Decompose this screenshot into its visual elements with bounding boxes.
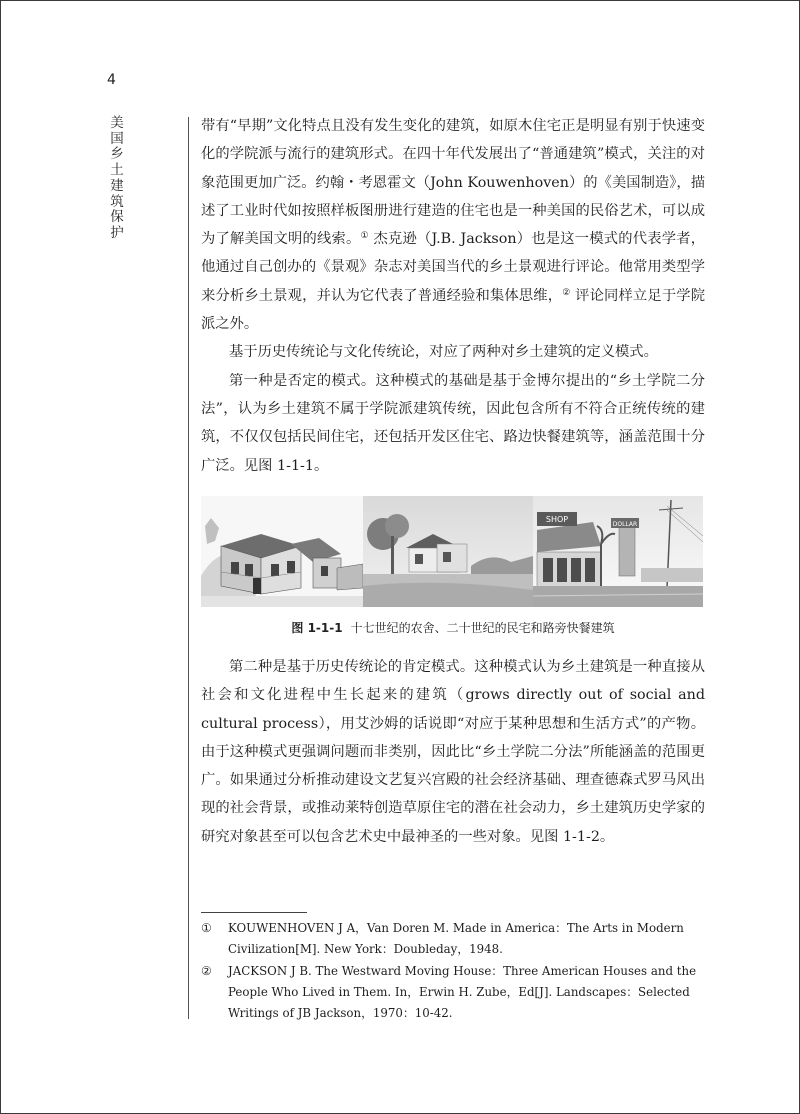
footnote-rule xyxy=(201,912,307,913)
photo-residence xyxy=(363,496,533,607)
paragraph-2: 基于历史传统论与文化传统论，对应了两种对乡土建筑的定义模式。 xyxy=(229,344,658,361)
photo-farmhouse xyxy=(201,496,363,607)
figure-number: 图 1-1-1 xyxy=(291,621,343,635)
paragraph-3: 第一种是否定的模式。这种模式的基础是基于金博尔提出的“乡土学院二分法”，认为乡土建筑不属于学院派建筑传统，因此包含所有不符合正统传统的建筑，不仅仅包括民间住宅，还包括开发区住宅、路边快餐建筑等，涵盖范围十分广泛。见图 1-1-1。 xyxy=(201,372,705,474)
paragraph-1 xyxy=(201,112,705,338)
side-rule xyxy=(188,117,189,1019)
figure-photos xyxy=(201,496,703,607)
footnote-ref-2: ② xyxy=(562,287,571,298)
footnote-2 xyxy=(201,961,705,1024)
sign-text-1: SHOP xyxy=(545,515,569,524)
paragraph-1-part-c: 评论同样立足于学院派之外。 xyxy=(201,287,706,333)
page-number: 4 xyxy=(107,72,116,88)
footnote-1 xyxy=(201,918,705,960)
photo-roadside-building xyxy=(533,496,703,607)
paragraph-4: 第二种是基于历史传统论的肯定模式。这种模式认为乡土建筑是一种直接从社会和文化进程中生长起来的建筑（grows directly out of social and cultural process），用艾沙姆的话说即“对应于某种思想和生活方式”的产物。由于这种模式更强调问题而非类别，因此比“乡土学院二分法”所能涵盖的范围更广。如果通过分析推动建设文艺复兴宫殿的社会经济基础、理查德森式罗马风出现的社会背景，或推动莱特创造草原住宅的潜在社会动力，乡土建筑历史学家的研究对象甚至可以包含艺术史中最神圣的一些对象。见图 1-1-2。 xyxy=(201,659,705,845)
paragraph-1-part-b: 杰克逊（J.B. Jackson）也是这一模式的代表学者，他通过自己创办的《景观》杂志对美国当代的乡土景观进行评论。他常用类型学来分析乡土景观，并认为它代表了普通经验和集体思维， xyxy=(201,231,706,304)
footnotes xyxy=(201,918,705,1025)
footnote-2-text: JACKSON J B. The Westward Moving House：Three American Houses and the People Who Lived in Them. In，Erwin H. Zube，Ed[J]. Landscapes：Selected Writings of JB Jackson，1970：10-42. xyxy=(228,964,697,1020)
paragraph-1-part-a: 带有“早期”文化特点且没有发生变化的建筑，如原木住宅正是明显有别于快速变化的学院派与流行的建筑形式。在四十年代发展出了“普通建筑”模式，关注的对象范围更加广泛。约翰・考恩霍文（John Kouwenhoven）的《美国制造》，描述了工业时代如按照样板图册进行建造的住宅也是一种美国的民俗艺术，可以成为了解美国文明的线索。 xyxy=(201,118,705,248)
figure-photo-strip xyxy=(201,496,703,607)
footnote-1-mark: ① xyxy=(201,921,212,935)
figure-caption-text: 十七世纪的农舍、二十世纪的民宅和路旁快餐建筑 xyxy=(350,621,615,635)
sign-text-2: DOLLAR xyxy=(612,521,638,528)
footnote-ref-1: ① xyxy=(360,231,369,242)
footnote-2-mark: ② xyxy=(201,964,212,978)
footnote-1-text: KOUWENHOVEN J A，Van Doren M. Made in America：The Arts in Modern Civilization[M]. New York：Doubleday，1948. xyxy=(228,921,684,956)
body-text-top xyxy=(201,112,705,480)
body-text-bottom xyxy=(201,653,705,851)
figure-caption xyxy=(201,619,705,636)
running-head: 美国乡土建筑保护 xyxy=(110,115,124,241)
